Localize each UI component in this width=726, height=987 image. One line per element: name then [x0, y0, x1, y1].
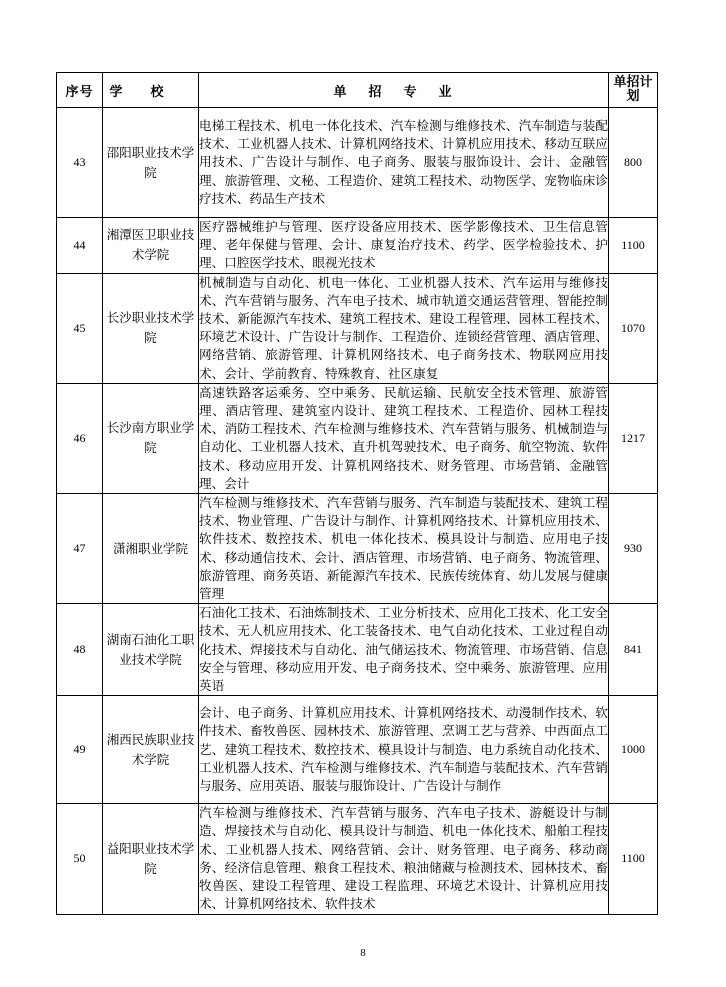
table-row [57, 696, 658, 804]
table-row [57, 218, 658, 274]
row-school: 湖南石油化工职业技术学院 [103, 604, 199, 696]
row-school: 邵阳职业技术学院 [103, 108, 199, 218]
page-number: 8 [360, 947, 366, 959]
row-majors: 高速铁路客运乘务、空中乘务、民航运输、民航安全技术管理、旅游管理、酒店管理、建筑室内设计、建筑工程技术、工程造价、园林工程技术、消防工程技术、汽车检测与维修技术、汽车营销与服务、机械制造与自动化、工业机器人技术、直升机驾驶技术、电子商务、航空物流、软件技术、移动应用开发、计算机网络技术、财务管理、市场营销、金融管理、会计 [199, 383, 609, 493]
row-majors: 汽车检测与维修技术、汽车营销与服务、汽车电子技术、游艇设计与制造、焊接技术与自动化、模具设计与制造、机电一体化技术、船舶工程技术、工业机器人技术、网络营销、会计、财务管理、电子商务、移动商务、经济信息管理、粮食工程技术、粮油储藏与检测技术、园林技术、畜牧兽医、建设工程管理、建设工程监理、环境艺术设计、计算机应用技术、计算机网络技术、软件技术 [199, 804, 609, 914]
row-no: 44 [57, 218, 103, 274]
row-plan: 1217 [609, 383, 658, 493]
row-school: 湘西民族职业技术学院 [103, 696, 199, 804]
row-no: 49 [57, 696, 103, 804]
row-plan: 1070 [609, 273, 658, 383]
row-plan: 841 [609, 604, 658, 696]
row-majors: 汽车检测与维修技术、汽车营销与服务、汽车制造与装配技术、建筑工程技术、物业管理、广告设计与制作、计算机网络技术、计算机应用技术、软件技术、数控技术、机电一体化技术、模具设计与制造、应用电子技术、移动通信技术、会计、酒店管理、市场营销、电子商务、物流管理、旅游管理、商务英语、新能源汽车技术、民族传统体育、幼儿发展与健康管理 [199, 494, 609, 604]
row-majors: 会计、电子商务、计算机应用技术、计算机网络技术、动漫制作技术、软件技术、畜牧兽医、园林技术、旅游管理、烹调工艺与营养、中西面点工艺、建筑工程技术、数控技术、模具设计与制造、电力系统自动化技术、工业机器人技术、汽车检测与维修技术、汽车制造与装配技术、汽车营销与服务、应用英语、服装与服饰设计、广告设计与制作 [199, 696, 609, 804]
table-row [57, 383, 658, 493]
row-no: 48 [57, 604, 103, 696]
row-plan: 1100 [609, 804, 658, 914]
row-plan: 1000 [609, 696, 658, 804]
row-majors: 电梯工程技术、机电一体化技术、汽车检测与维修技术、汽车制造与装配技术、工业机器人技术、计算机网络技术、计算机应用技术、移动互联应用技术、广告设计与制作、电子商务、服装与服饰设计、会计、金融管理、旅游管理、文秘、工程造价、建筑工程技术、动物医学、宠物临床诊疗技术、药品生产技术 [199, 108, 609, 218]
header-plan: 单招计划 [609, 73, 658, 108]
table-row [57, 273, 658, 383]
row-majors: 医疗器械维护与管理、医疗设备应用技术、医学影像技术、卫生信息管理、老年保健与管理、会计、康复治疗技术、药学、医学检验技术、护理、口腔医学技术、眼视光技术 [199, 218, 609, 274]
header-row [57, 73, 658, 108]
row-plan: 800 [609, 108, 658, 218]
table-row [57, 494, 658, 604]
row-school: 益阳职业技术学院 [103, 804, 199, 914]
row-school: 长沙职业技术学院 [103, 273, 199, 383]
row-no: 50 [57, 804, 103, 914]
row-plan: 930 [609, 494, 658, 604]
table-row [57, 804, 658, 914]
row-no: 47 [57, 494, 103, 604]
header-no: 序号 [57, 73, 103, 108]
row-no: 43 [57, 108, 103, 218]
row-school: 潇湘职业学院 [103, 494, 199, 604]
row-plan: 1100 [609, 218, 658, 274]
admissions-table [56, 72, 658, 915]
header-major: 单招专业 [199, 73, 609, 108]
row-majors: 石油化工技术、石油炼制技术、工业分析技术、应用化工技术、化工安全技术、无人机应用技术、化工装备技术、电气自动化技术、工业过程自动化技术、焊接技术与自动化、油气储运技术、物流管理、市场营销、信息安全与管理、移动应用开发、电子商务技术、空中乘务、旅游管理、应用英语 [199, 604, 609, 696]
row-majors: 机械制造与自动化、机电一体化、工业机器人技术、汽车运用与维修技术、汽车营销与服务、汽车电子技术、城市轨道交通运营管理、智能控制技术、新能源汽车技术、建筑工程技术、建设工程管理、园林工程技术、环境艺术设计、广告设计与制作、工程造价、连锁经营管理、酒店管理、网络营销、旅游管理、计算机网络技术、电子商务技术、物联网应用技术、会计、学前教育、特殊教育、社区康复 [199, 273, 609, 383]
table-row [57, 108, 658, 218]
header-school: 学校 [103, 73, 199, 108]
row-no: 46 [57, 383, 103, 493]
row-no: 45 [57, 273, 103, 383]
row-school: 长沙南方职业学院 [103, 383, 199, 493]
row-school: 湘潭医卫职业技术学院 [103, 218, 199, 274]
table-row [57, 604, 658, 696]
